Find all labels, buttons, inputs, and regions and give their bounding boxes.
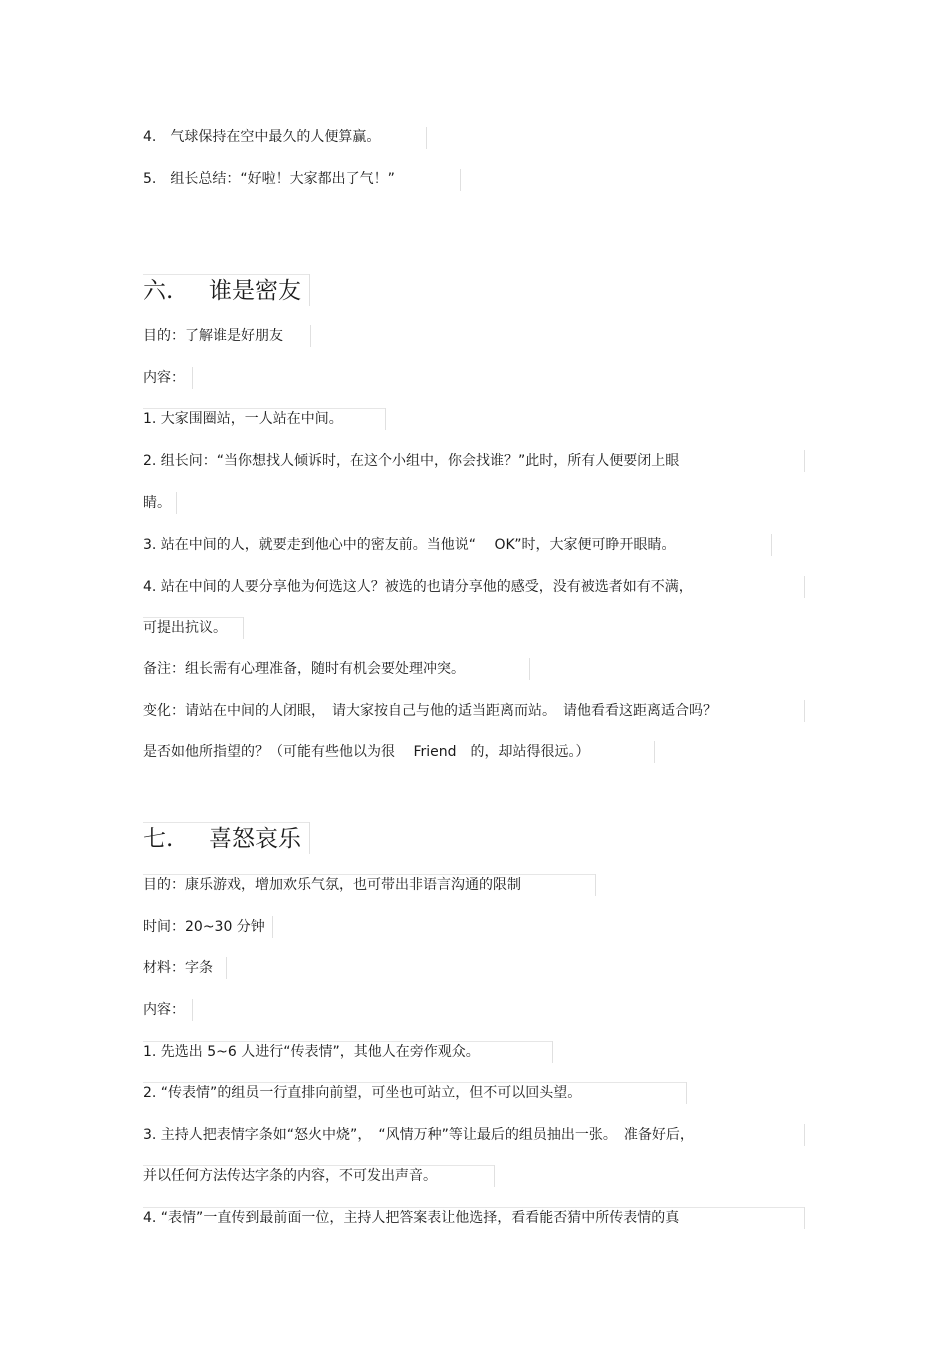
line-7-step-2: 2. “传表情”的组员一行直排向前望，可坐也可站立，但不可以回头望。 (143, 1085, 582, 1101)
frame-guide (143, 1165, 494, 1166)
frame-guide (143, 822, 310, 823)
frame-guide (494, 1165, 495, 1187)
line-content-label-6: 内容： (143, 370, 185, 386)
line-purpose-6: 目的：了解谁是好朋友 (143, 328, 283, 344)
frame-guide (460, 169, 461, 191)
frame-guide (176, 492, 177, 514)
line-6-step-2-cont: 睛。 (143, 495, 171, 511)
frame-guide (804, 1124, 805, 1146)
frame-guide (686, 1082, 687, 1104)
line-7-step-1: 1. 先选出 5~6 人进行“传表情”，其他人在旁作观众。 (143, 1044, 480, 1060)
frame-guide (552, 1041, 553, 1063)
frame-guide (426, 127, 427, 149)
line-materials-7: 材料：字条 (143, 960, 213, 976)
frame-guide (804, 576, 805, 598)
frame-guide (143, 1041, 552, 1042)
frame-guide (143, 1207, 804, 1208)
section-7-number: 七. (143, 826, 174, 852)
line-6-note: 备注：组长需有心理准备，随时有机会要处理冲突。 (143, 661, 465, 677)
frame-guide (243, 617, 244, 639)
frame-guide (309, 822, 310, 854)
frame-guide (529, 658, 530, 680)
frame-guide (654, 741, 655, 763)
frame-guide (143, 1082, 686, 1083)
frame-guide (226, 957, 227, 979)
frame-guide (771, 534, 772, 556)
frame-guide (143, 408, 385, 409)
frame-guide (804, 450, 805, 472)
section-6-number: 六. (143, 278, 174, 304)
frame-guide (804, 1207, 805, 1229)
frame-guide (595, 874, 596, 896)
frame-guide (192, 367, 193, 389)
frame-guide (272, 916, 273, 938)
line-7-step-3: 3. 主持人把表情字条如“怒火中烧”， “风情万种”等让最后的组员抽出一张。 准备好后， (143, 1127, 694, 1143)
line-5-summary: 5. 组长总结：“好啦！大家都出了气！” (143, 171, 395, 187)
frame-guide (192, 999, 193, 1021)
frame-guide (309, 274, 310, 306)
line-6-step-3: 3. 站在中间的人，就要走到他心中的密友前。当他说“ OK”时，大家便可睁开眼睛。 (143, 537, 676, 553)
line-6-step-2: 2. 组长问：“当你想找人倾诉时，在这个小组中，你会找谁？”此时，所有人便要闭上眼 (143, 453, 680, 469)
frame-guide (143, 874, 595, 875)
frame-guide (804, 700, 805, 722)
line-6-step-4-cont: 可提出抗议。 (143, 620, 227, 636)
line-6-variation-cont: 是否如他所指望的？（可能有些他以为很 Friend 的，却站得很远。） (143, 744, 590, 760)
section-7-heading (143, 824, 301, 854)
line-time-7: 时间：20~30 分钟 (143, 919, 265, 935)
section-6-heading (143, 276, 301, 306)
line-purpose-7: 目的：康乐游戏，增加欢乐气氛，也可带出非语言沟通的限制 (143, 877, 521, 893)
line-6-variation: 变化：请站在中间的人闭眼， 请大家按自己与他的适当距离而站。 请他看看这距离适合吗？ (143, 703, 717, 719)
line-7-step-3-cont: 并以任何方法传达字条的内容，不可发出声音。 (143, 1168, 437, 1184)
line-6-step-4: 4. 站在中间的人要分享他为何选这人？被选的也请分享他的感受，没有被选者如有不满， (143, 579, 693, 595)
frame-guide (143, 274, 310, 275)
section-7-title: 喜怒哀乐 (209, 826, 301, 852)
line-4-balloon: 4. 气球保持在空中最久的人便算赢。 (143, 129, 381, 145)
frame-guide (143, 617, 243, 618)
frame-guide (310, 325, 311, 347)
section-6-title: 谁是密友 (209, 278, 301, 304)
line-6-step-1: 1. 大家围圈站，一人站在中间。 (143, 411, 343, 427)
line-7-step-4: 4. “表情”一直传到最前面一位，主持人把答案表让他选择，看看能否猜中所传表情的真 (143, 1210, 680, 1226)
frame-guide (385, 408, 386, 430)
line-content-label-7: 内容： (143, 1002, 185, 1018)
